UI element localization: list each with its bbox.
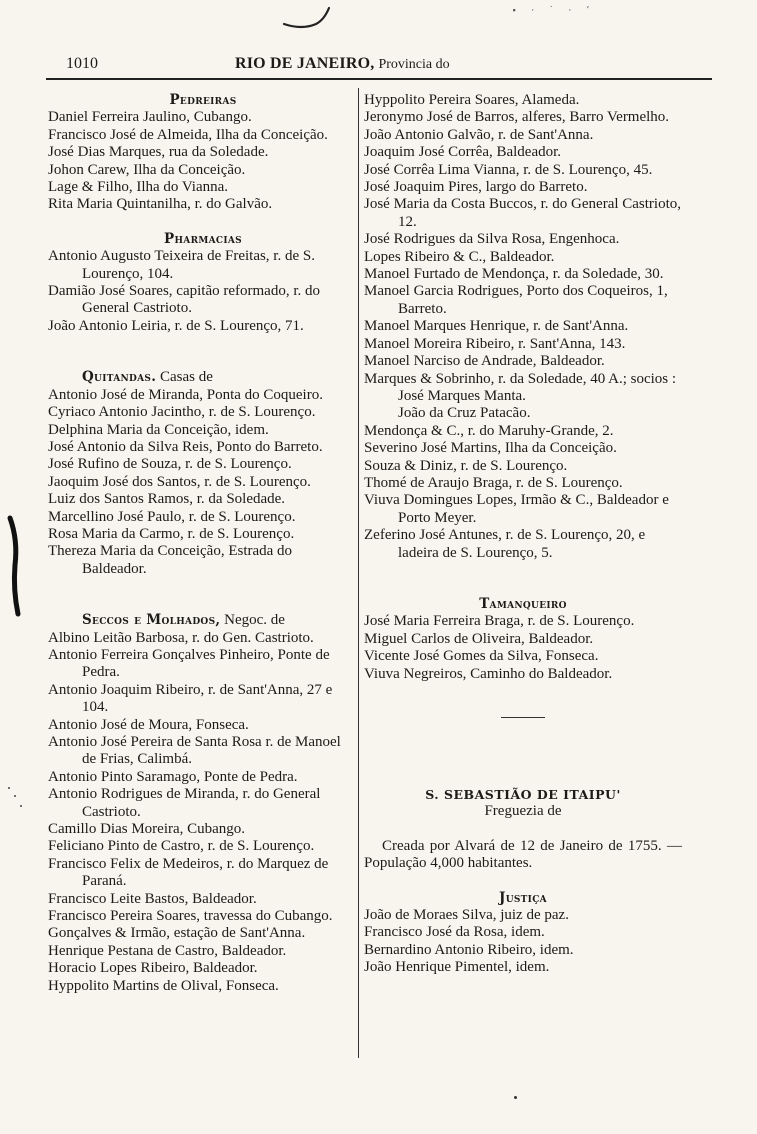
list-item: Hyppolito Pereira Soares, Alameda. (364, 92, 580, 108)
list-item: Camillo Dias Moreira, Cubango. (48, 821, 246, 838)
list-item: Bernardino Antonio Ribeiro, idem. (364, 941, 574, 958)
list-item: Manoel Furtado de Mendonça, r. da Soledade, 30. (364, 266, 664, 283)
quitandas-title: Quitandas. (82, 369, 157, 386)
section-heading-tamanqueiro: Tamanqueiro (479, 595, 567, 612)
list-item: Souza & Diniz, r. de S. Lourenço. (364, 457, 568, 474)
running-title-sub: Provincia do (378, 57, 450, 72)
tamanqueiro-list (364, 613, 682, 683)
list-item: Damião José Soares, capitão reformado, r. do General Castrioto. (48, 283, 320, 317)
list-item: Vicente José Gomes da Silva, Fonseca. (364, 648, 599, 665)
quitandas-list (48, 387, 358, 578)
list-item: Feliciano Pinto de Castro, r. de S. Lourenço. (48, 838, 315, 855)
justica-list (364, 907, 682, 977)
list-item: Henrique Pestana de Castro, Baldeador. (48, 942, 287, 959)
list-item: Antonio Joaquim Ribeiro, r. de Sant'Anna, 27 e 104. (48, 681, 333, 716)
list-item: Rosa Maria da Carmo, r. de S. Lourenço. (48, 525, 295, 542)
list-item: João Antonio Galvão, r. de Sant'Anna. (364, 126, 594, 143)
margin-specks (3, 780, 27, 820)
list-item: Antonio Augusto Teixeira de Freitas, r. de S. Lourenço, 104. (48, 248, 315, 282)
list-item: Daniel Ferreira Jaulino, Cubango. (48, 109, 252, 126)
ink-stroke-mark (282, 6, 332, 32)
list-item: Luiz dos Santos Ramos, r. da Soledade. (48, 491, 286, 508)
list-item: José Rufino de Souza, r. de S. Lourenço. (48, 456, 292, 473)
list-item: Severino José Martins, Ilha da Conceição. (364, 440, 617, 457)
list-item: Manoel Narciso de Andrade, Baldeador. (364, 353, 605, 370)
list-item: Lopes Ribeiro & C., Baldeador. (364, 248, 555, 265)
list-item: Miguel Carlos de Oliveira, Baldeador. (364, 630, 594, 647)
list-item: Marques & Sobrinho, r. da Soledade, 40 A.; socios : (364, 370, 677, 387)
header-rule (46, 78, 712, 80)
seccos-list (48, 630, 358, 996)
list-item: Lage & Filho, Ilha do Vianna. (48, 179, 229, 196)
seccos-title: Seccos e Molhados, (82, 612, 221, 629)
ink-specks: ∙ · ˙ · ʼ (512, 6, 595, 16)
list-item: Jaoquim José dos Santos, r. de S. Lourenço. (48, 473, 311, 490)
list-item: Albino Leitão Barbosa, r. do Gen. Castrioto. (48, 629, 314, 646)
running-title-main: RIO DE JANEIRO, (235, 55, 375, 72)
list-item: Antonio José de Moura, Fonseca. (48, 716, 249, 733)
socio-item: João da Cruz Patacão. (398, 405, 531, 422)
list-item: Jeronymo José de Barros, alferes, Barro Vermelho. (364, 109, 670, 126)
parish-title: S. SEBASTIÃO DE ITAIPU' (425, 787, 621, 802)
list-item: Marcellino José Paulo, r. de S. Lourenço. (48, 508, 296, 525)
section-heading-justica: Justiça (499, 889, 547, 906)
parish-description: Creada por Alvará de 12 de Janeiro de 1755. — População 4,000 habitantes. (364, 837, 682, 872)
list-item: José Antonio da Silva Reis, Ponto do Barreto. (48, 438, 323, 455)
pedreiras-list (48, 109, 358, 213)
list-item: José Rodrigues da Silva Rosa, Engenhoca. (364, 231, 620, 248)
list-item: Horacio Lopes Ribeiro, Baldeador. (48, 960, 258, 977)
list-item: Francisco Felix de Medeiros, r. do Marquez de Paraná. (48, 855, 329, 890)
quitandas-suffix: Casas de (159, 369, 213, 386)
parish-subtitle: Freguezia de (484, 803, 562, 820)
continued-list (364, 92, 682, 562)
list-item: Gonçalves & Irmão, estação de Sant'Anna. (48, 925, 306, 942)
list-item: Rita Maria Quintanilha, r. do Galvão. (48, 196, 273, 213)
left-column (48, 92, 358, 995)
list-item: Manoel Marques Henrique, r. de Sant'Anna. (364, 318, 629, 335)
pharmacias-list (48, 248, 358, 335)
page-header (48, 55, 710, 77)
column-divider (358, 88, 359, 1058)
list-item: Thereza Maria da Conceição, Estrada do Baldeador. (48, 543, 293, 577)
list-item: Hyppolito Martins de Olival, Fonseca. (48, 977, 279, 994)
list-item: Delphina Maria da Conceição, idem. (48, 421, 269, 438)
list-item: João de Moraes Silva, juiz de paz. (364, 907, 569, 924)
list-item: Antonio José Pereira de Santa Rosa r. de Manoel de Frias, Calimbá. (48, 734, 341, 768)
list-item: Zeferino José Antunes, r. de S. Lourenço, 20, e ladeira de S. Lourenço, 5. (364, 527, 646, 561)
list-item: João Henrique Pimentel, idem. (364, 959, 550, 976)
section-heading-pedreiras: Pedreiras (169, 92, 237, 108)
list-item: Mendonça & C., r. do Maruhy-Grande, 2. (364, 422, 614, 439)
page-number: 1010 (66, 55, 98, 72)
list-item: João Antonio Leiria, r. de S. Lourenço, 71. (48, 317, 304, 334)
socio-item: José Marques Manta. (398, 387, 526, 404)
list-item: Viuva Negreiros, Caminho do Baldeador. (364, 665, 613, 682)
list-item: Viuva Domingues Lopes, Irmão & C., Baldeador e Porto Meyer. (364, 492, 669, 526)
list-item: Antonio José de Miranda, Ponta do Coqueiro. (48, 386, 323, 403)
running-title (235, 55, 450, 73)
section-heading-seccos (48, 612, 358, 629)
ink-dot (514, 1096, 517, 1099)
list-item: Antonio Pinto Saramago, Ponte de Pedra. (48, 768, 298, 785)
section-heading-quitandas (48, 369, 358, 386)
list-item: José Dias Marques, rua da Soledade. (48, 144, 269, 161)
list-item: Francisco Leite Bastos, Baldeador. (48, 890, 257, 907)
list-item: José Maria da Costa Buccos, r. do General Castrioto, 12. (364, 196, 682, 230)
list-item: Cyriaco Antonio Jacintho, r. de S. Lourenço. (48, 404, 316, 421)
list-item: José Joaquim Pires, largo do Barreto. (364, 179, 588, 196)
list-item: Manoel Garcia Rodrigues, Porto dos Coqueiros, 1, Barreto. (364, 283, 668, 317)
list-item: Johon Carew, Ilha da Conceição. (48, 161, 246, 178)
list-item: Francisco José da Rosa, idem. (364, 924, 545, 941)
right-column (364, 92, 682, 977)
seccos-suffix: Negoc. de (224, 612, 285, 629)
list-item: Francisco Pereira Soares, travessa do Cubango. (48, 908, 333, 925)
margin-stain (6, 510, 22, 620)
list-item: José Maria Ferreira Braga, r. de S. Lourenço. (364, 613, 635, 630)
list-item: Antonio Ferreira Gonçalves Pinheiro, Ponte de Pedra. (48, 646, 330, 681)
list-item: Antonio Rodrigues de Miranda, r. do General Castrioto. (48, 786, 321, 820)
section-heading-pharmacias: Pharmacias (164, 230, 242, 247)
list-item: José Corrêa Lima Vianna, r. de S. Lourenço, 45. (364, 161, 653, 178)
list-item: Francisco José de Almeida, Ilha da Conceição. (48, 126, 328, 143)
list-item: Thomé de Araujo Braga, r. de S. Lourenço. (364, 474, 623, 491)
list-item: Manoel Moreira Ribeiro, r. Sant'Anna, 143. (364, 335, 626, 352)
list-item: Joaquim José Corrêa, Baldeador. (364, 144, 562, 161)
